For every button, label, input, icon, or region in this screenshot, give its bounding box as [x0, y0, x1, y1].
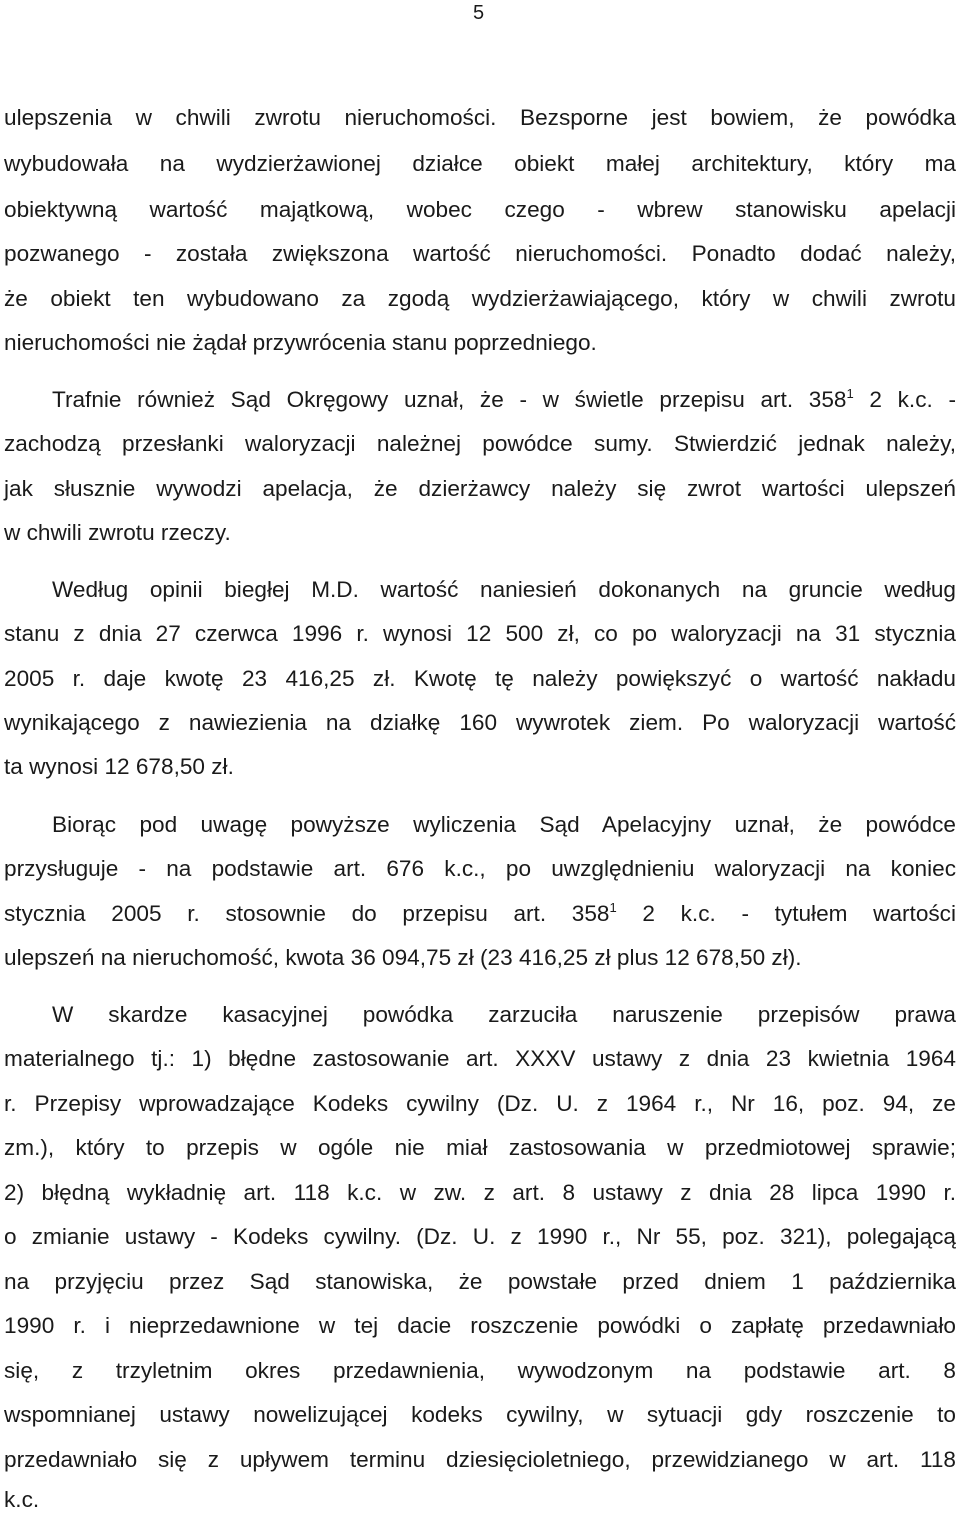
text-line: W skardze kasacyjnej powódka zarzuciła naruszenie przepisów prawa	[52, 1002, 956, 1027]
text-line: o zmianie ustawy - Kodeks cywilny. (Dz. U. z 1990 r., Nr 55, poz. 321), polegającą	[4, 1224, 956, 1249]
superscript: 1	[609, 900, 617, 915]
text-line: zm.), który to przepis w ogóle nie miał zastosowania w przedmiotowej sprawie;	[4, 1135, 956, 1160]
text-line: stanu z dnia 27 czerwca 1996 r. wynosi 12 500 zł, co po waloryzacji na 31 stycznia	[4, 621, 956, 646]
text-line: 2005 r. daje kwotę 23 416,25 zł. Kwotę tę należy powiększyć o wartość nakładu	[4, 666, 956, 691]
text-line: wspomnianej ustawy nowelizującej kodeks cywilny, w sytuacji gdy roszczenie to	[4, 1402, 956, 1427]
text-line: 1990 r. i nieprzedawnione w tej dacie roszczenie powódki o zapłatę przedawniało	[4, 1313, 956, 1338]
text-line	[52, 384, 956, 416]
text-line: materialnego tj.: 1) błędne zastosowanie art. XXXV ustawy z dnia 23 kwietnia 1964	[4, 1046, 956, 1071]
text-line: ta wynosi 12 678,50 zł.	[4, 754, 234, 779]
text-line: przysługuje - na podstawie art. 676 k.c., po uwzględnieniu waloryzacji na koniec	[4, 856, 956, 881]
text-line: zachodzą przesłanki waloryzacji należnej powódce sumy. Stwierdzić jednak należy,	[4, 431, 956, 456]
text-line	[4, 898, 956, 930]
text-line: że obiekt ten wybudowano za zgodą wydzierżawiającego, który w chwili zwrotu	[4, 286, 956, 311]
text-line: Biorąc pod uwagę powyższe wyliczenia Sąd Apelacyjny uznał, że powódce	[52, 812, 956, 837]
text-line: nieruchomości nie żądał przywrócenia stanu poprzedniego.	[4, 330, 597, 355]
superscript: 1	[846, 386, 854, 401]
text-line: pozwanego - została zwiększona wartość nieruchomości. Ponadto dodać należy,	[4, 241, 956, 266]
text-line: na przyjęciu przez Sąd stanowiska, że powstałe przed dniem 1 października	[4, 1269, 956, 1294]
text-line: wybudowała na wydzierżawionej działce obiekt małej architektury, który ma	[4, 151, 956, 176]
line-text: stycznia 2005 r. stosownie do przepisu art. 358	[4, 901, 610, 926]
text-line: wynikającego z nawiezienia na działkę 160 wywrotek ziem. Po waloryzacji wartość	[4, 710, 956, 735]
text-line: ulepszeń na nieruchomość, kwota 36 094,75 zł (23 416,25 zł plus 12 678,50 zł).	[4, 945, 802, 970]
text-line: k.c.	[4, 1487, 40, 1512]
text-line: r. Przepisy wprowadzające Kodeks cywilny (Dz. U. z 1964 r., Nr 16, poz. 94, ze	[4, 1091, 956, 1116]
text-line: obiektywną wartość majątkową, wobec czego - wbrew stanowisku apelacji	[4, 197, 956, 222]
line-text: 2 k.c. -	[853, 387, 956, 412]
line-text: Trafnie również Sąd Okręgowy uznał, że - w świetle przepisu art. 358	[52, 387, 847, 412]
text-line: przedawniało się z upływem terminu dziesięcioletniego, przewidzianego w art. 118	[4, 1447, 956, 1472]
page-number: 5	[473, 2, 485, 24]
text-line: ulepszenia w chwili zwrotu nieruchomości. Bezsporne jest bowiem, że powódka	[4, 105, 956, 130]
line-text: 2 k.c. - tytułem wartości	[616, 901, 957, 926]
text-line: Według opinii biegłej M.D. wartość naniesień dokonanych na gruncie według	[52, 577, 956, 602]
text-line: w chwili zwrotu rzeczy.	[4, 520, 231, 545]
text-line: się, z trzyletnim okres przedawnienia, wywodzonym na podstawie art. 8	[4, 1358, 956, 1383]
text-line: 2) błędną wykładnię art. 118 k.c. w zw. z art. 8 ustawy z dnia 28 lipca 1990 r.	[4, 1180, 956, 1205]
text-line: jak słusznie wywodzi apelacja, że dzierżawcy należy się zwrot wartości ulepszeń	[4, 476, 956, 501]
